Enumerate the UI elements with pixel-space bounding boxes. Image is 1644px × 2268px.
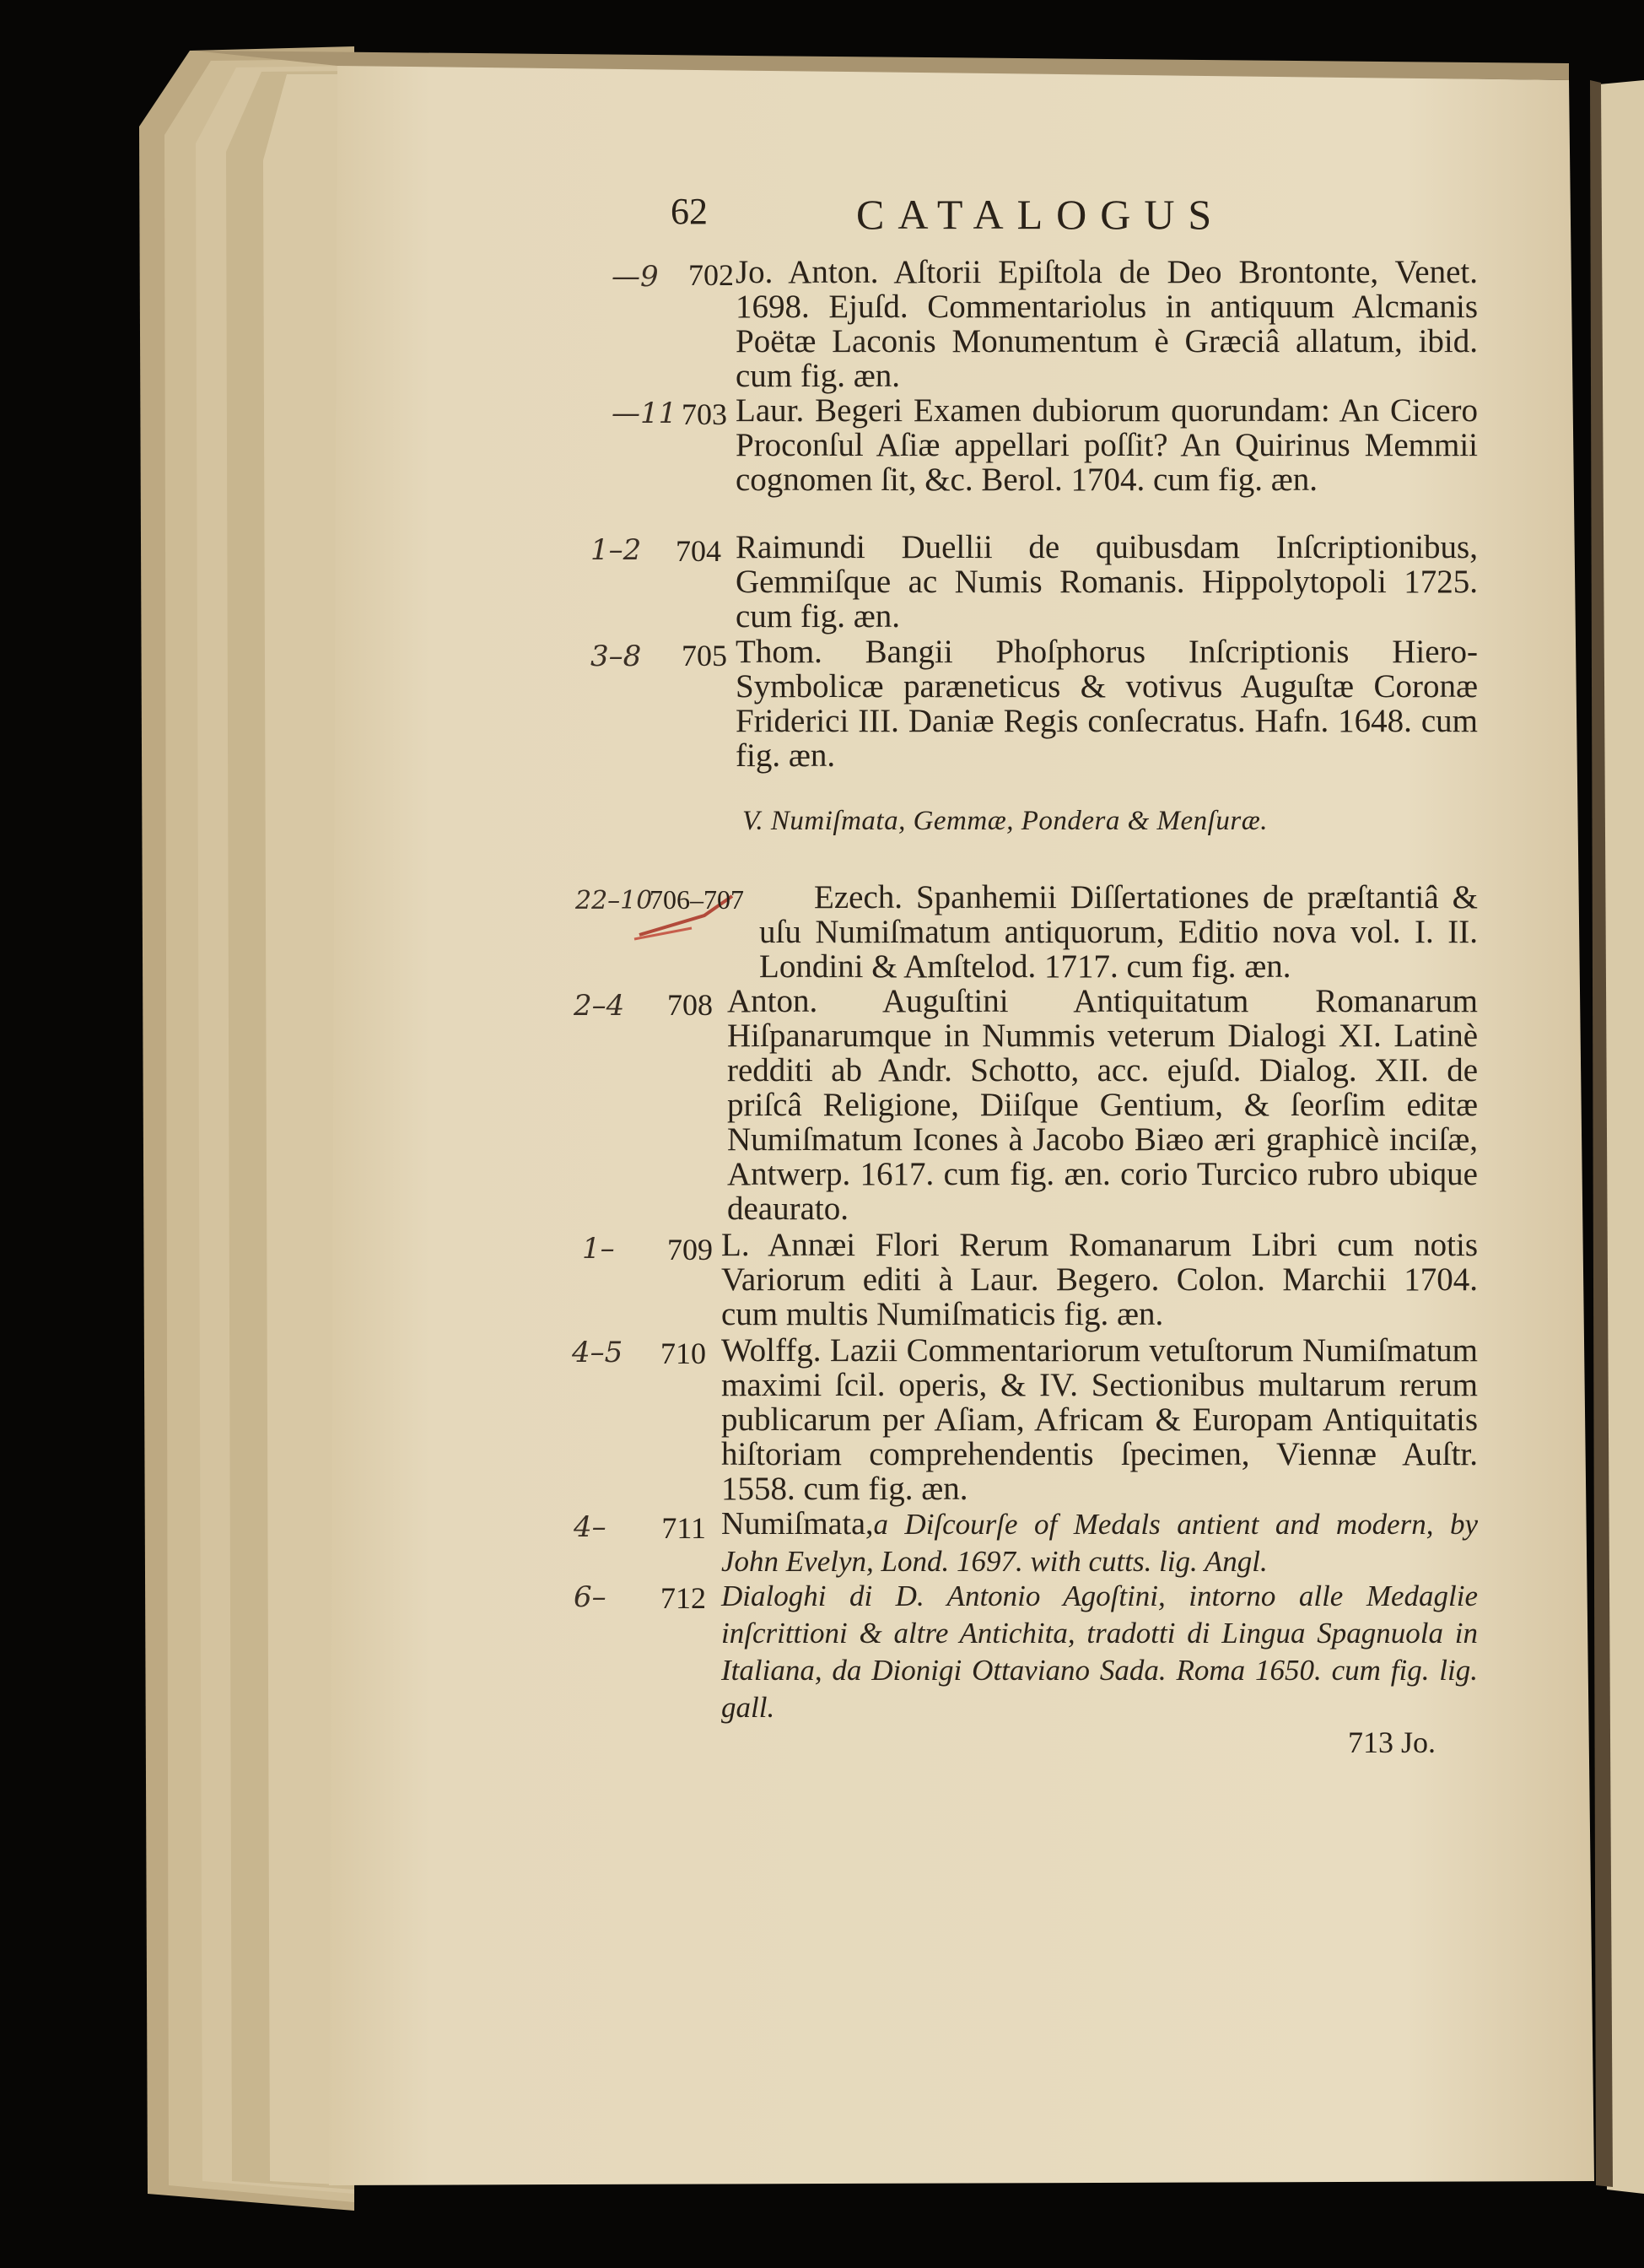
price-mark: —11 bbox=[612, 397, 677, 430]
entry-text: Laur. Begeri Examen dubiorum quorundam: An Cicero Proconſul Aſiæ appellari poſſit? An Quirinus Memmii cognomen ſit, &c. Berol. 1704. cum fig. æn. bbox=[736, 392, 1478, 498]
page-number: 62 bbox=[671, 191, 708, 232]
price-mark: 1– bbox=[582, 1232, 615, 1266]
page-header bbox=[671, 190, 1514, 249]
entry-text: Dialoghi di D. Antonio Agoſtini, intorno alle Medaglie inſcrittioni & altre Antichita, tradotti di Lingua Spagnuola in Italiana, da Dionigi Ottaviano Sada. Roma 1650. cum fig. lig. gall. bbox=[721, 1580, 1478, 1724]
price-mark: 4–5 bbox=[572, 1336, 623, 1369]
price-mark: 2–4 bbox=[574, 989, 625, 1023]
entry-number: 709 bbox=[667, 1233, 713, 1266]
price-mark: —9 bbox=[612, 260, 659, 294]
section-heading: V. Numiſmata, Gemmæ, Pondera & Menſuræ. bbox=[742, 806, 1268, 836]
entry-text: Wolffg. Lazii Commentariorum vetuſtorum Numiſmatum maximi ſcil. operis, & IV. Sectionibus multarum rerum publicarum per Aſiam, Africam & Europam Antiquitatis hiſtoriam comprehendentis ſpecimen, Viennæ Auſtr. 1558. cum fig. æn. bbox=[721, 1332, 1478, 1507]
price-mark: 3–8 bbox=[590, 640, 642, 673]
entry-number: 708 bbox=[667, 988, 713, 1022]
entry-text: Thom. Bangii Phoſphorus Inſcriptionis Hiero-Symbolicæ paræneticus & votivus Auguſtæ Coronæ Friderici III. Daniæ Regis conſecratus. Hafn. 1648. cum fig. æn. bbox=[736, 634, 1478, 774]
entry-text: Raimundi Duellii de quibusdam Inſcriptionibus, Gemmiſque ac Numis Romanis. Hippolytopoli 1725. cum fig. æn. bbox=[736, 529, 1478, 634]
entry-number: 702 bbox=[688, 258, 734, 292]
entry-number: 705 bbox=[682, 639, 727, 672]
entry-title-roman: Numiſmata, bbox=[721, 1506, 874, 1542]
entry-text: Jo. Anton. Aſtorii Epiſtola de Deo Brontonte, Venet. 1698. Ejuſd. Commentariolus in antiquum Alcmanis Poëtæ Laconis Monumentum è Græciâ allatum, ibid. cum fig. æn. bbox=[736, 254, 1478, 394]
entry-text: Ezech. Spanhemii Diſſertationes de præſtantiâ & uſu Numiſmatum antiquorum, Editio nova vol. I. II. Londini & Amſtelod. 1717. cum fig. æn. bbox=[759, 879, 1478, 985]
entry-text bbox=[721, 1505, 1478, 1580]
entry-number: 703 bbox=[682, 397, 727, 431]
entry-text: L. Annæi Flori Rerum Romanarum Libri cum notis Variorum editi à Laur. Begero. Colon. Marchii 1704. cum multis Numiſmaticis fig. æn. bbox=[721, 1227, 1478, 1332]
price-mark: 6– bbox=[574, 1580, 606, 1614]
entry-number: 711 bbox=[661, 1511, 706, 1545]
price-mark: 22–10 bbox=[575, 886, 653, 915]
entry-number: 704 bbox=[676, 534, 721, 568]
price-mark: 1–2 bbox=[590, 533, 642, 567]
entry-number: 710 bbox=[660, 1336, 706, 1370]
entry-number: 706–707 bbox=[650, 884, 744, 915]
catchword: 713 Jo. bbox=[1348, 1725, 1436, 1759]
entry-text-italic: a Diſcourſe of Medals antient and modern, by John Evelyn, Lond. 1697. with cutts. lig. Angl. bbox=[721, 1508, 1478, 1578]
page-title: CATALOGUS bbox=[856, 191, 1226, 238]
entry-number: 712 bbox=[660, 1581, 706, 1615]
entry-text: Anton. Auguſtini Antiquitatum Romanarum Hiſpanarumque in Nummis veterum Dialogi XI. Latinè redditi ab Andr. Schotto, acc. ejuſd. Dialog. XII. de priſcâ Religione, Diiſque Gentium, & ſeorſim editæ Numiſmatum Icones à Jacobo Biæo æri graphicè inciſæ, Antwerp. 1617. cum fig. æn. corio Turcico rubro ubique deaurato. bbox=[727, 983, 1478, 1227]
price-mark: 4– bbox=[574, 1510, 606, 1544]
